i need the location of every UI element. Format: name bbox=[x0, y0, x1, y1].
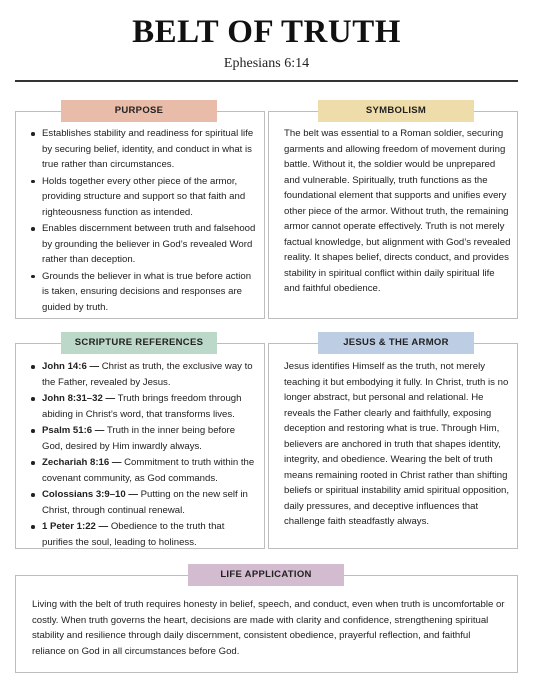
symbolism-label: SYMBOLISM bbox=[318, 100, 474, 122]
scripture-list bbox=[30, 359, 256, 550]
scripture-ref: Zechariah 8:16 — bbox=[42, 457, 122, 468]
scripture-item bbox=[42, 487, 256, 518]
scripture-text: Truth brings freedom through abiding in Christ’s word, that transforms lives. bbox=[42, 393, 242, 420]
page-title: BELT OF TRUTH bbox=[132, 14, 401, 50]
scripture-text: Christ as truth, the exclusive way to the Father, revealed by Jesus. bbox=[42, 361, 253, 388]
scripture-list-container bbox=[30, 359, 256, 551]
scripture-ref: 1 Peter 1:22 — bbox=[42, 521, 109, 532]
scripture-item bbox=[42, 519, 256, 550]
jesus-armor-label: JESUS & THE ARMOR bbox=[318, 332, 474, 354]
scripture-ref: John 8:31–32 — bbox=[42, 393, 116, 404]
scripture-reference: Ephesians 6:14 bbox=[223, 56, 310, 71]
scripture-text: Commitment to truth within the covenant community, as God commands. bbox=[42, 457, 255, 484]
scripture-item bbox=[42, 455, 256, 486]
purpose-item: Holds together every other piece of the armor, providing structure and support so that faith and righteousness function as intended. bbox=[42, 174, 256, 221]
scripture-item bbox=[42, 423, 256, 454]
scripture-ref: Colossians 3:9–10 — bbox=[42, 489, 138, 500]
jesus-armor-text: Jesus identifies Himself as the truth, not merely teaching it but embodying it fully. In Christ, truth is no longer abstract, but personal and relational. He reveals the Father clearly and faithfully, exposing deception and restoring what is true. Through Him, believers are anchored in truth that shapes identity, integrity, and obedience. Wearing the belt of truth means remaining rooted in Christ rather than shifting beliefs or spiritual instability amid spiritual opposition, daily pressures, and deceptive influences that challenge faith steadfastly always. bbox=[284, 361, 510, 527]
symbolism-text: The belt was essential to a Roman soldier, securing garments and allowing freedom of movement during battle. Without it, the soldier would be unprepared and vulnerable. Spiritually, truth functions as the foundational element that supports and unifies every other piece of the armor. Without truth, the remaining armor cannot operate effectively. Truth is not merely factual knowledge, but alignment with God’s revealed reality. It shapes belief, directs conduct, and provides stability in spiritual conflict within daily spiritual life and faithful obedience. bbox=[284, 128, 511, 294]
scripture-label: SCRIPTURE REFERENCES bbox=[61, 332, 217, 354]
scripture-text: Obedience to the truth that purifies the soul, leading to holiness. bbox=[42, 521, 225, 548]
scripture-item bbox=[42, 391, 256, 422]
scripture-ref: John 14:6 — bbox=[42, 361, 100, 372]
scripture-item bbox=[42, 359, 256, 390]
scripture-text: Putting on the new self in Christ, through continual renewal. bbox=[42, 489, 248, 516]
purpose-list-container bbox=[30, 126, 256, 316]
life-application-text: Living with the belt of truth requires honesty in belief, speech, and conduct, even when truth is uncomfortable or costly. When truth governs the heart, decisions are made with clarity and confidence, strengthening spiritual stability and resilience through daily discernment, consistent obedience, prayerful reflection, and faithful reliance on God in all circumstances before God. bbox=[32, 599, 505, 657]
scripture-ref: Psalm 51:6 — bbox=[42, 425, 105, 436]
purpose-list bbox=[30, 126, 256, 315]
life-application-label: LIFE APPLICATION bbox=[188, 564, 344, 586]
purpose-item: Enables discernment between truth and falsehood by grounding the believer in God’s revealed Word rather than deception. bbox=[42, 221, 256, 268]
title-divider bbox=[15, 80, 518, 82]
purpose-item: Grounds the believer in what is true before action is taken, ensuring decisions and responses are guided by truth. bbox=[42, 269, 256, 316]
purpose-label: PURPOSE bbox=[61, 100, 217, 122]
scripture-text: Truth in the inner being before God, desired by Him inwardly always. bbox=[42, 425, 236, 452]
purpose-item: Establishes stability and readiness for spiritual life by securing belief, identity, and conduct in what is true rather than circumstances. bbox=[42, 126, 256, 173]
